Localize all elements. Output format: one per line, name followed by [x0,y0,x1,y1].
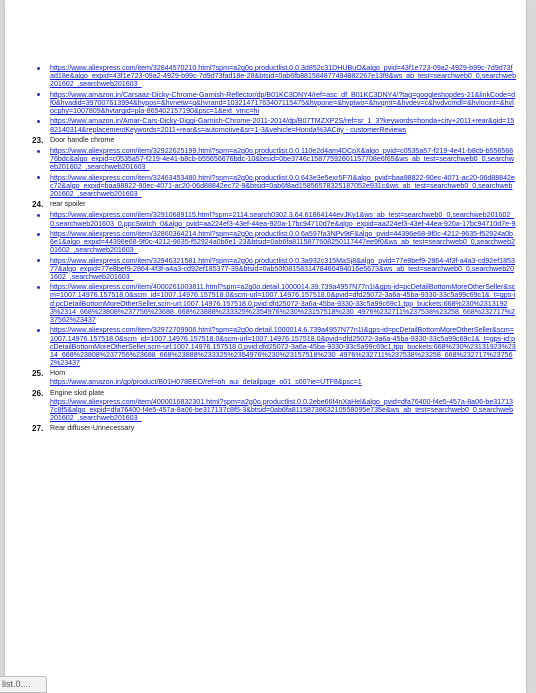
product-link[interactable]: https://www.aliexpress.com/item/32860364214.html?spm=a2g0o.productlist.0.0.6a597fa3NPv9tF&algo_pvid=44396e68-9f0c-4212-9635-f52924a0b6e1&algo_expid=44396e68-9f0c-4212-9635-f52924a0b6e1-23&btsid=0ab6fa8115877608250117447ee9f0&ws_ab_test=searchweb0_0,searchweb201602_,searchweb201603_ [50,229,515,255]
section-24-link-list [32,211,516,367]
product-link[interactable]: https://www.aliexpress.com/item/32946321581.html?spm=a2g0o.productlist.0.0.3a932c315MaSj8&algo_pvid=77e8bef9-2864-4f3f-a4a3-cd92ef185377&algo_expid=77e8bef9-2864-4f3f-a4a3-cd92ef185377-39&btsid=0ab50f0815831478460494016e5673&ws_ab_test=searchweb0_0,searchweb201602_,searchweb201603_ [50,256,515,281]
list-item [50,326,516,367]
initial-link-list [32,64,516,134]
section-number: 25. [32,369,44,379]
product-link[interactable]: https://www.amazon.in/Amar-Cars-Dicky-Diggi-Garnish-Chrome-2011-2014/dp/B07TMZXP2S/ref=sr_1_3?keywords=honda+city+2011+rear&qid=1582140314&replacementKeywords=2011+rear&s=automotive&sr=1-3&vehicle=Honda%3ACity - customerReviews [50,117,515,134]
section-25 [32,369,516,386]
section-number: 23. [32,135,44,145]
product-link[interactable]: https://www.amazon.in/Carsaaz-Dicky-Chrome-Garnish-Reflector/dp/B01KC3DNY4/ref=asc_df_B01KC3DNY4/?tag=googleshopdes-21&linkCode=df0&hvadid=397007613994&hvpos=&hvnetw=g&hvrand=10321471763407115475&hvpone=&hvptwo=&hvqmt=&hvdev=c&hvdvcmdl=&hvlocint=&hvlocphy=1007809&hvtargid=pla-865402157190&psc=1&ext_vrnc=hi [50,90,516,116]
list-item [50,257,516,282]
section-23 [32,136,516,145]
product-link[interactable]: https://www.aliexpress.com/item/32972709906.html?spm=a2g0o.detail.1000014.6.739a4957N77n1I&gps-id=pcDetailBottomMoreOtherSeller&scm=1007.14976.157518.0&scm_id=1007.14976.157518.0&scm-url=1007.14976.157518.0&pvid=dfd25072-3a6a-45ba-9330-33c5a99c69c1&_t=gps-id:pcDetailBottomMoreOtherSeller,scm-url:1007.14976.157518.0,pvid:dfd25072-3a6a-45ba-9330-33c5a99c69c1,tpp_buckets:668%230%23131923%2314_668%23808%237756%23688_668%23888%233325%2354976%230%23157518%230_4976%232711%237538%23258_668%232717%237562%23437 [50,326,516,368]
product-link[interactable]: https://www.aliexpress.com/item/32844570210.html?spm=a2g0o.productlist.0.0.3d852c31DHUBuO&algo_pvid=43f1e723-09a2-4929-b99c-7d9d73fad18e&algo_expid=43f1e723-09a2-4929-b99c-7d9d73fad18e-28&btsid=0ab6fb881584877494882267e13f8&ws_ab_test=searchweb0_0,searchweb201602_,searchweb201603_ [50,64,517,89]
product-link[interactable]: https://www.aliexpress.com/item/32922625199.html?spm=a2g0o.productlist.0.0.110e2d4am4DCpX&algo_pvid=c0535a57-f219-4e41-b8cb-b55656676bdc&algo_expid=c0535a57-f219-4e41-b8cb-b55656676bdc-10&btsid=0be3746c15877592601157708e6f65&ws_ab_test=searchweb0_0,searchweb201602_,searchweb201603_ [50,146,514,172]
section-number: 24. [32,200,44,210]
list-item [50,174,516,199]
section-title: Door handle chrome [50,135,115,144]
list-item [50,91,516,116]
product-link[interactable]: https://www.amazon.in/gp/product/B01H078EEO/ref=oh_aui_detailpage_o01_s00?ie=UTF8&psc=1 [50,378,362,387]
list-item [50,230,516,255]
section-title: rear spoiler [50,200,86,209]
product-link[interactable]: https://www.aliexpress.com/item/32910689115.html?spm=2114.search0302.3.64.61864144evJKy1&ws_ab_test=searchweb0_0,searchweb201602_0,searchweb201603_0,ppcSwitch_0&algo_pvid=aa224ef3-43ef-44ea-920a-17bc94710d7e&algo_expid=aa224ef3-43ef-44ea-920a-17bc94710d7e-9 [50,211,516,228]
document-page [5,0,526,693]
section-26 [32,389,516,423]
list-item [50,117,516,133]
list-item [50,283,516,324]
download-tab[interactable]: list.0.... [0,676,47,693]
document-body [32,64,516,435]
product-link[interactable]: https://www.aliexpress.com/item/4000016832301.html?spm=a2g0o.productlist.0.0.2ebe66f4nXaHel&algo_pvid=dfa76400-f4e5-457a-8a06-be317137c8f5&algo_expid=dfa76400-f4e5-457a-8a06-be317137c8f5-3&btsid=0ab6fa8115873863210558095e735e&ws_ab_test=searchweb0_0,searchweb201602_,searchweb201603_ [50,397,514,423]
section-number: 26. [32,388,44,398]
section-title: Rear diffuser-Unnecessary [50,424,135,433]
list-item [50,147,516,172]
list-item [50,64,516,89]
product-link[interactable]: https://www.aliexpress.com/item/4000261003811.html?spm=a2g0o.detail.1000014.39.739a4957N77n1I&gps-id=pcDetailBottomMoreOtherSeller&scm=1007.14976.157518.0&scm_id=1007.14976.157518.0&scm-url=1007.14976.157518.0&pvid=dfd25072-3a6a-45ba-9330-33c5a99c69c1&_t=gps-id:pcDetailBottomMoreOtherSeller,scm-url:1007.14976.157518.0,pvid:dfd25072-3a6a-45ba-9330-33c5a99c69c1,tpp_buckets:668%230%23131923%2314_668%23808%237756%23688_668%23888%233325%2354976%230%23157518%230_4976%232711%237538%23258_668%232717%237562%23437 [50,283,516,325]
section-title: Horn [50,369,66,378]
section-27 [32,424,516,433]
section-24 [32,200,516,209]
section-title: Engine skid plate [50,388,105,397]
product-link[interactable]: https://www.aliexpress.com/item/32463453480.html?spm=a2g0o.productlist.0.0.643e3e5exr5F7I&algo_pvid=baa98822-90ec-4071-ac20-06d88842ec72&algo_expid=baa98822-90ec-4071-ac20-06d88842ec72-9&btsid=0ab6f8ad15856578325187052e931c&ws_ab_test=searchweb0_0,searchweb201602_,searchweb201603_ [50,173,515,199]
section-23-link-list [32,147,516,198]
list-item [50,211,516,227]
section-number: 27. [32,424,44,434]
